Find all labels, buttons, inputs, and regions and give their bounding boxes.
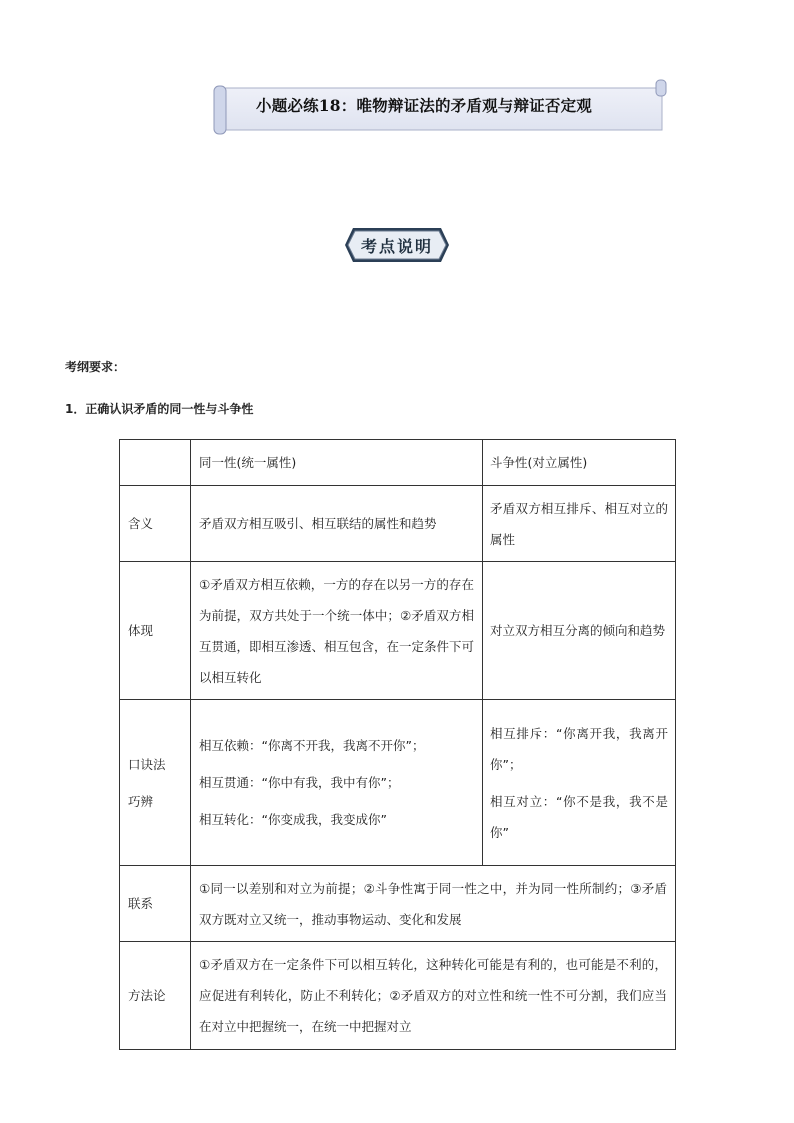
- requirements-label: 考纲要求：: [65, 360, 126, 374]
- methodology-cell: ①矛盾双方在一定条件下可以相互转化，这种转化可能是有利的，也可能是不利的，应促进有利转化，防止不利转化；②矛盾双方的对立性和统一性不可分割，我们应当在对立中把握统一，在统一中把握对立: [191, 942, 676, 1050]
- header-identity-cell: 同一性(统一属性): [191, 440, 483, 486]
- mnemonic-line: 相互贯通：“你中有我，我中有你”；: [199, 775, 400, 790]
- title-banner: [212, 78, 668, 136]
- row-label-line: 巧辨: [128, 793, 154, 809]
- mnemonic-line: 相互转化：“你变成我，我变成你”: [199, 812, 387, 827]
- mnemonic-line: 相互排斥：“你离开我，我离开你”；: [490, 725, 668, 772]
- struggle-cell: 矛盾双方相互排斥、相互对立的属性: [483, 486, 676, 562]
- identity-struggle-table: [119, 439, 676, 1050]
- table-row-manifestation: [120, 562, 676, 700]
- table-row-meaning: [120, 486, 676, 562]
- header-struggle-cell: 斗争性(对立属性): [483, 440, 676, 486]
- row-label: 方法论: [120, 942, 191, 1050]
- struggle-cell: [483, 700, 676, 866]
- mnemonic-line: 相互对立：“你不是我，我不是你”: [490, 793, 668, 840]
- identity-cell: 矛盾双方相互吸引、相互联结的属性和趋势: [191, 486, 483, 562]
- badge-label: 考点说明: [360, 237, 433, 256]
- row-label: 体现: [120, 562, 191, 700]
- header-blank-cell: [120, 440, 191, 486]
- table-row-mnemonic: [120, 700, 676, 866]
- page-title: 小题必练18：唯物辩证法的矛盾观与辩证否定观: [256, 96, 592, 115]
- identity-cell: ①矛盾双方相互依赖，一方的存在以另一方的存在为前提，双方共处于一个统一体中；②矛盾双方相互贯通，即相互渗透、相互包含，在一定条件下可以相互转化: [191, 562, 483, 700]
- section-heading: 1．正确认识矛盾的同一性与斗争性: [65, 402, 254, 416]
- identity-cell: [191, 700, 483, 866]
- row-label: 联系: [120, 866, 191, 942]
- table-row-connection: [120, 866, 676, 942]
- table-header-row: [120, 440, 676, 486]
- struggle-cell: 对立双方相互分离的倾向和趋势: [483, 562, 676, 700]
- row-label: [120, 700, 191, 866]
- row-label-line: 口诀法: [128, 756, 166, 772]
- row-label: 含义: [120, 486, 191, 562]
- mnemonic-line: 相互依赖：“你离不开我，我离不开你”；: [199, 738, 425, 753]
- connection-cell: ①同一以差别和对立为前提；②斗争性寓于同一性之中，并为同一性所制约；③矛盾双方既对立又统一，推动事物运动、变化和发展: [191, 866, 676, 942]
- table-row-methodology: [120, 942, 676, 1050]
- section-badge: [343, 226, 451, 264]
